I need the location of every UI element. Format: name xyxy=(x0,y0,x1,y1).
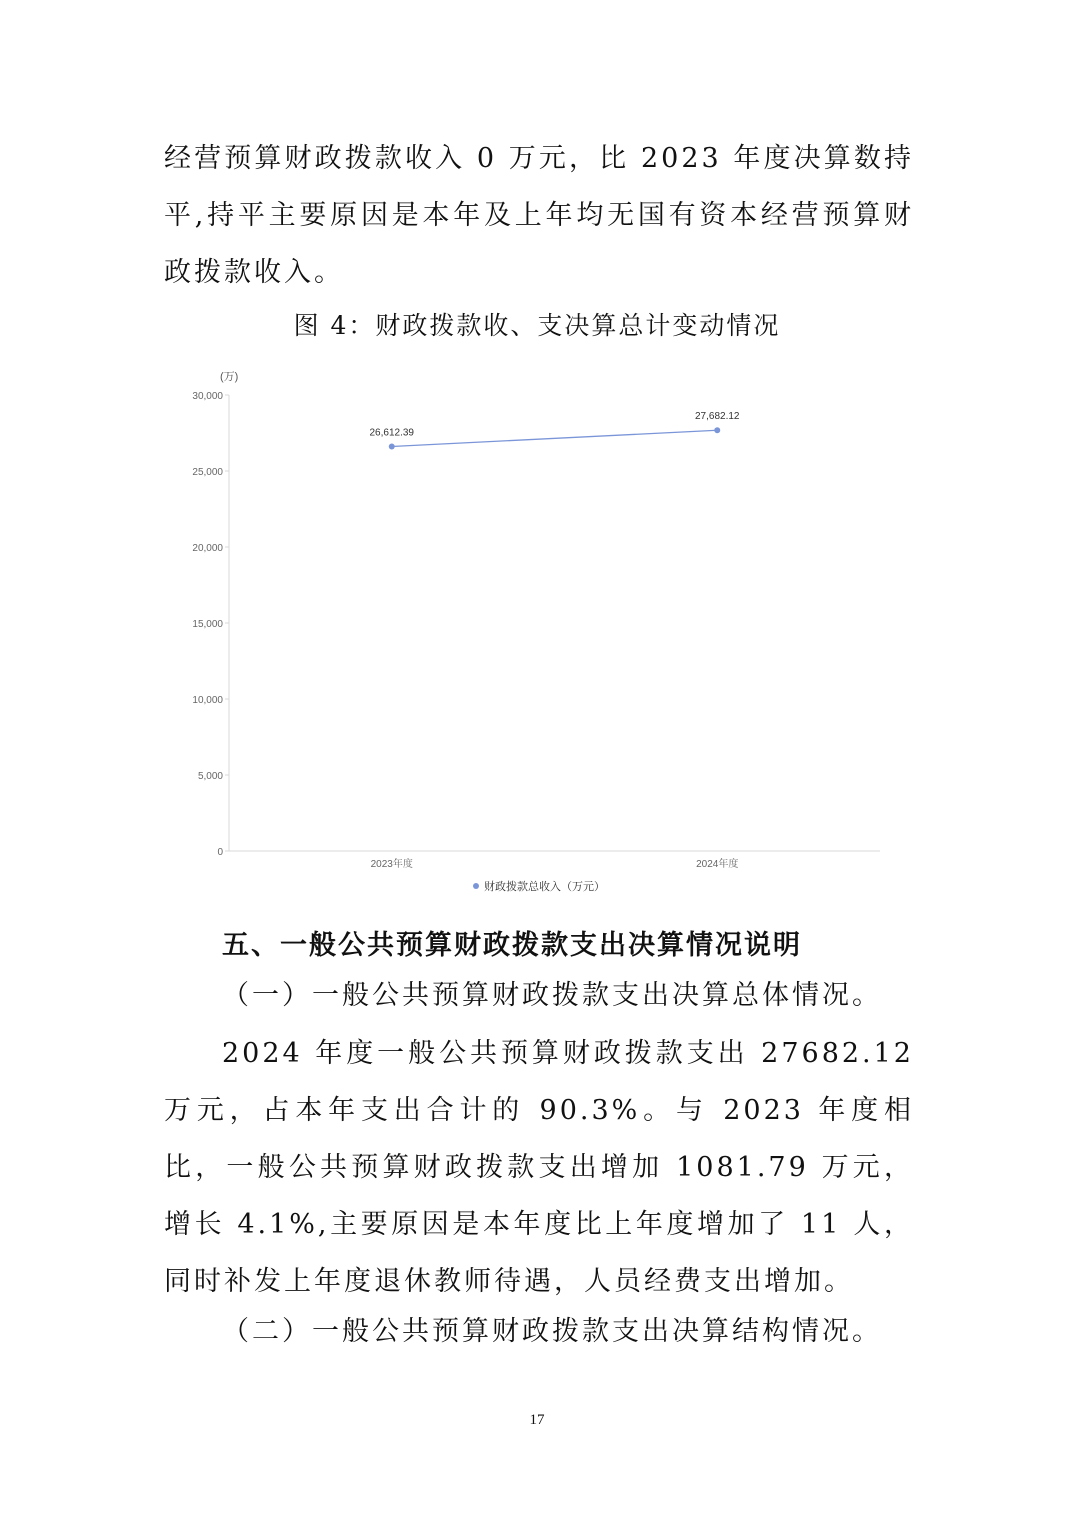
x-axis-ticks xyxy=(371,857,739,870)
page-number: 17 xyxy=(529,1412,545,1428)
y-tick-label: 15,000 xyxy=(192,619,223,630)
x-tick-label: 2024年度 xyxy=(696,859,739,870)
data-point xyxy=(389,443,395,449)
y-tick-label: 30,000 xyxy=(192,391,223,402)
y-tick-label: 10,000 xyxy=(192,695,223,706)
y-tick-label: 25,000 xyxy=(192,467,223,478)
subheading-overall: （一）一般公共预算财政拨款支出决算总体情况。 xyxy=(222,980,882,1011)
y-unit-label: (万) xyxy=(220,371,239,383)
y-axis-ticks xyxy=(192,391,229,858)
series-group xyxy=(370,411,740,449)
legend xyxy=(473,879,605,893)
body-paragraph: 2024 年度一般公共预算财政拨款支出 27682.12 万元，占本年支出合计的 90.3%。与 2023 年度相比，一般公共预算财政拨款支出增加 1081.79 万元，增长 4.1%,主要原因是本年度比上年度增加了 11 人，同时补发上年度退休教师待遇，人员经费支出增加。 xyxy=(164,1038,914,1297)
series-line xyxy=(392,430,718,446)
data-label: 27,682.12 xyxy=(695,411,740,423)
figure-caption: 图 4：财政拨款收、支决算总计变动情况 xyxy=(293,311,781,340)
data-label: 26,612.39 xyxy=(369,427,414,439)
line-chart xyxy=(180,362,900,902)
data-point xyxy=(714,427,720,433)
y-tick-label: 20,000 xyxy=(192,543,223,554)
y-tick-label: 0 xyxy=(217,847,223,858)
x-tick-label: 2023年度 xyxy=(370,859,413,870)
legend-swatch xyxy=(473,883,479,889)
intro-paragraph: 经营预算财政拨款收入 0 万元，比 2023 年度决算数持平,持平主要原因是本年及上年均无国有资本经营预算财政拨款收入。 xyxy=(164,143,914,288)
subheading-structure: （二）一般公共预算财政拨款支出决算结构情况。 xyxy=(222,1316,882,1347)
legend-label: 财政拨款总收入（万元） xyxy=(484,881,605,893)
section-heading: 五、一般公共预算财政拨款支出决算情况说明 xyxy=(222,930,802,961)
y-tick-label: 5,000 xyxy=(197,771,223,782)
